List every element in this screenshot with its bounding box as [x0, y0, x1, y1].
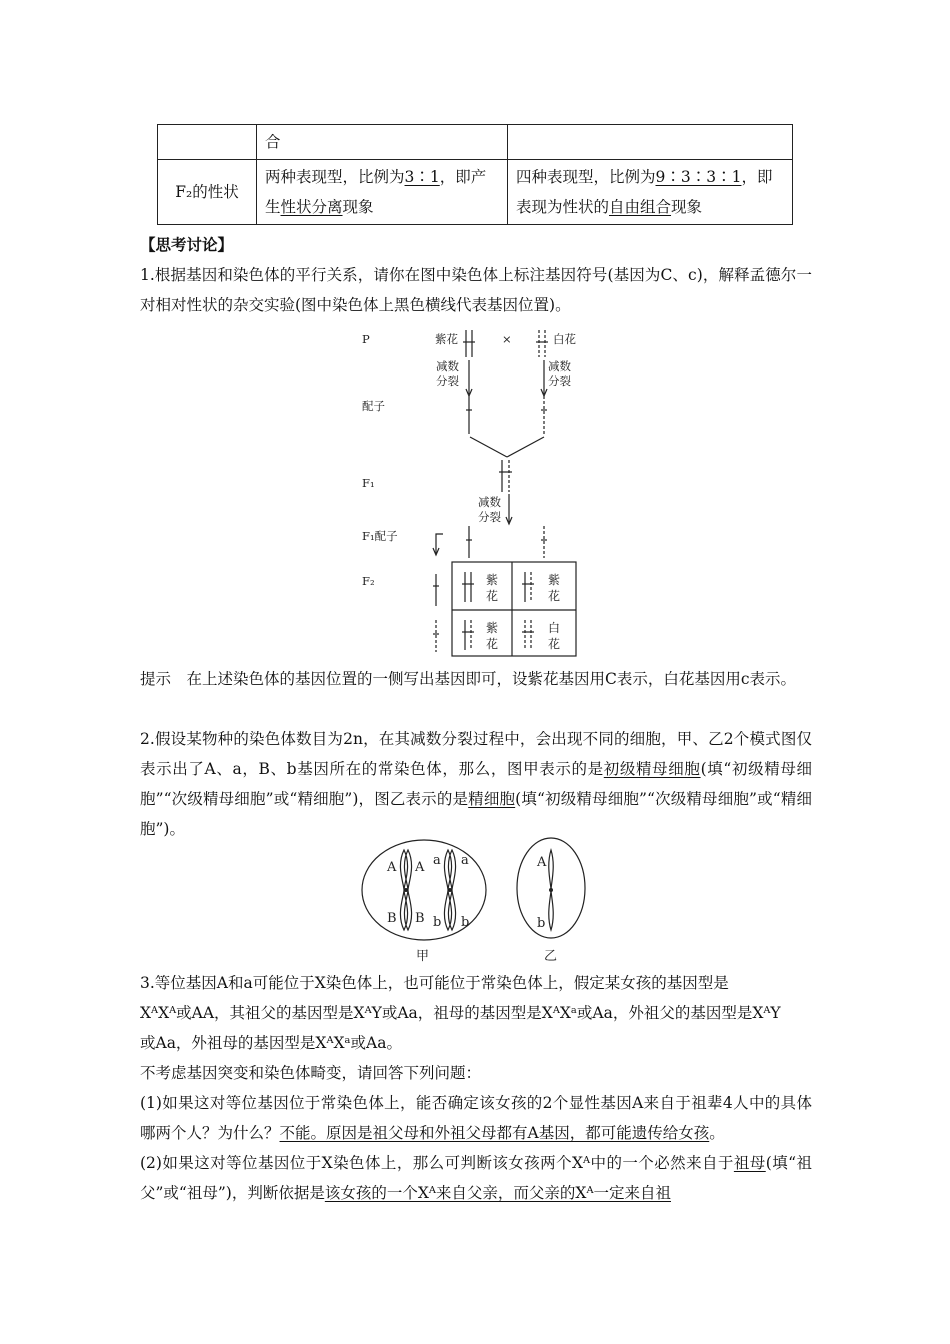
cross-diagram — [340, 322, 610, 662]
question-text: (填“初级精母细胞”“次级精母细胞”或“精细胞”)。 — [140, 790, 812, 838]
answer-ratio: 3∶1 — [404, 168, 440, 186]
meiosis-label: 分裂 — [478, 510, 501, 524]
cross-sign: × — [502, 332, 512, 346]
meiosis-label: 分裂 — [548, 374, 571, 388]
question-2 — [140, 724, 812, 844]
meiosis-label: 减数 — [548, 359, 571, 373]
label-purple: 紫花 — [435, 332, 458, 346]
gene-label: b — [461, 915, 470, 930]
question-text: 。 — [709, 1124, 725, 1142]
sub-question-1 — [140, 1088, 812, 1148]
cell-label: 花 — [486, 637, 499, 651]
question-line: 或Aa，外祖母的基因型是XᴬXᵃ或Aa。 — [140, 1034, 402, 1052]
cell-label: 紫 — [486, 621, 499, 635]
question-text: (填“祖父”或“祖母”)，判断依据是 — [140, 1154, 812, 1202]
gene-label: B — [387, 911, 397, 926]
table-row — [158, 125, 793, 160]
comparison-table — [157, 124, 793, 225]
figure-caption: 甲 — [416, 949, 430, 964]
cell-label: 紫 — [548, 573, 561, 587]
meiosis-label: 分裂 — [436, 374, 459, 388]
row-label: F₂的性状 — [158, 160, 257, 225]
answer-text: 性状分离 — [280, 198, 343, 216]
question-3 — [140, 968, 812, 1208]
cell-text: 四种表现型，比例为 — [516, 168, 656, 186]
answer-text: 初级精母细胞 — [603, 760, 701, 778]
cell-label: 花 — [486, 589, 499, 603]
cell-text: 现象 — [342, 198, 374, 216]
cell-label: 紫 — [486, 573, 499, 587]
table-cell — [508, 160, 793, 225]
gene-label: A — [537, 855, 547, 870]
table-row — [158, 160, 793, 225]
sub-question-2 — [140, 1148, 812, 1208]
answer-text: 祖母 — [733, 1154, 766, 1172]
hint-text: 提示 在上述染色体的基因位置的一侧写出基因即可，设紫花基因用C表示，白花基因用c表示。 — [140, 670, 797, 688]
cell-text: 现象 — [671, 198, 703, 216]
cell-text: ，即表现为性状的 — [516, 168, 773, 216]
question-text: 2.假设某物种的染色体数目为2n，在其减数分裂过程中，会出现不同的细胞，甲、乙2个模式图仅表示出了A、a，B、b基因所在的常染色体，那么，图甲表示的是 — [140, 730, 812, 778]
gene-label: A — [387, 860, 397, 875]
label-f1: F₁ — [362, 476, 375, 490]
answer-text: 自由组合 — [609, 198, 672, 216]
gene-label: B — [415, 911, 425, 926]
gene-label: b — [433, 915, 442, 930]
gene-label: a — [433, 853, 441, 868]
cell-diagram — [358, 836, 598, 968]
label-p: P — [362, 332, 370, 346]
gene-label: A — [415, 860, 425, 875]
cell-text: ，即产生 — [265, 168, 487, 216]
question-text: (填“初级精母细胞”“次级精母细胞”或“精细胞”)，图乙表示的是 — [140, 760, 812, 808]
answer-ratio: 9∶3∶3∶1 — [655, 168, 742, 186]
question-line: XᴬXᴬ或AA，其祖父的基因型是XᴬY或Aa，祖母的基因型是XᴬXᵃ或Aa，外祖父的基因型是XᴬY — [140, 1004, 781, 1022]
table-cell: 合 — [257, 125, 508, 160]
answer-text: 不能。原因是祖父母和外祖父母都有A基因，都可能遗传给女孩 — [279, 1124, 710, 1142]
label-f1-gamete: F₁配子 — [362, 529, 398, 543]
meiosis-label: 减数 — [478, 495, 501, 509]
table-cell — [257, 160, 508, 225]
answer-text: 该女孩的一个Xᴬ来自父亲，而父亲的Xᴬ一定来自祖 — [324, 1184, 671, 1202]
label-f2: F₂ — [362, 574, 375, 588]
table-cell — [508, 125, 793, 160]
question-line: 不考虑基因突变和染色体畸变，请回答下列问题： — [140, 1064, 482, 1082]
gene-label: a — [461, 853, 469, 868]
answer-text: 精细胞 — [468, 790, 516, 808]
section-title: 【思考讨论】 — [140, 235, 234, 254]
question-text: (1)如果这对等位基因位于常染色体上，能否确定该女孩的2个显性基因A来自于祖辈4人中的具体哪两个人？为什么？ — [140, 1094, 812, 1142]
gene-label: b — [537, 916, 546, 931]
table-cell-empty — [158, 125, 257, 160]
question-line: 3.等位基因A和a可能位于X染色体上，也可能位于常染色体上，假定某女孩的基因型是 — [140, 974, 729, 992]
question-text: (2)如果这对等位基因位于X染色体上，那么可判断该女孩两个Xᴬ中的一个必然来自于 — [140, 1154, 734, 1172]
meiosis-label: 减数 — [436, 359, 459, 373]
cell-label: 花 — [548, 637, 561, 651]
cell-label: 花 — [548, 589, 561, 603]
label-gamete: 配子 — [362, 399, 385, 413]
cell-text: 两种表现型，比例为 — [265, 168, 405, 186]
cell-label: 白 — [548, 621, 561, 635]
question-1: 1.根据基因和染色体的平行关系，请你在图中染色体上标注基因符号(基因为C、c)，解释孟德尔一对相对性状的杂交实验(图中染色体上黑色横线代表基因位置)。 — [140, 266, 812, 314]
figure-caption: 乙 — [544, 949, 558, 964]
label-white: 白花 — [553, 332, 576, 346]
